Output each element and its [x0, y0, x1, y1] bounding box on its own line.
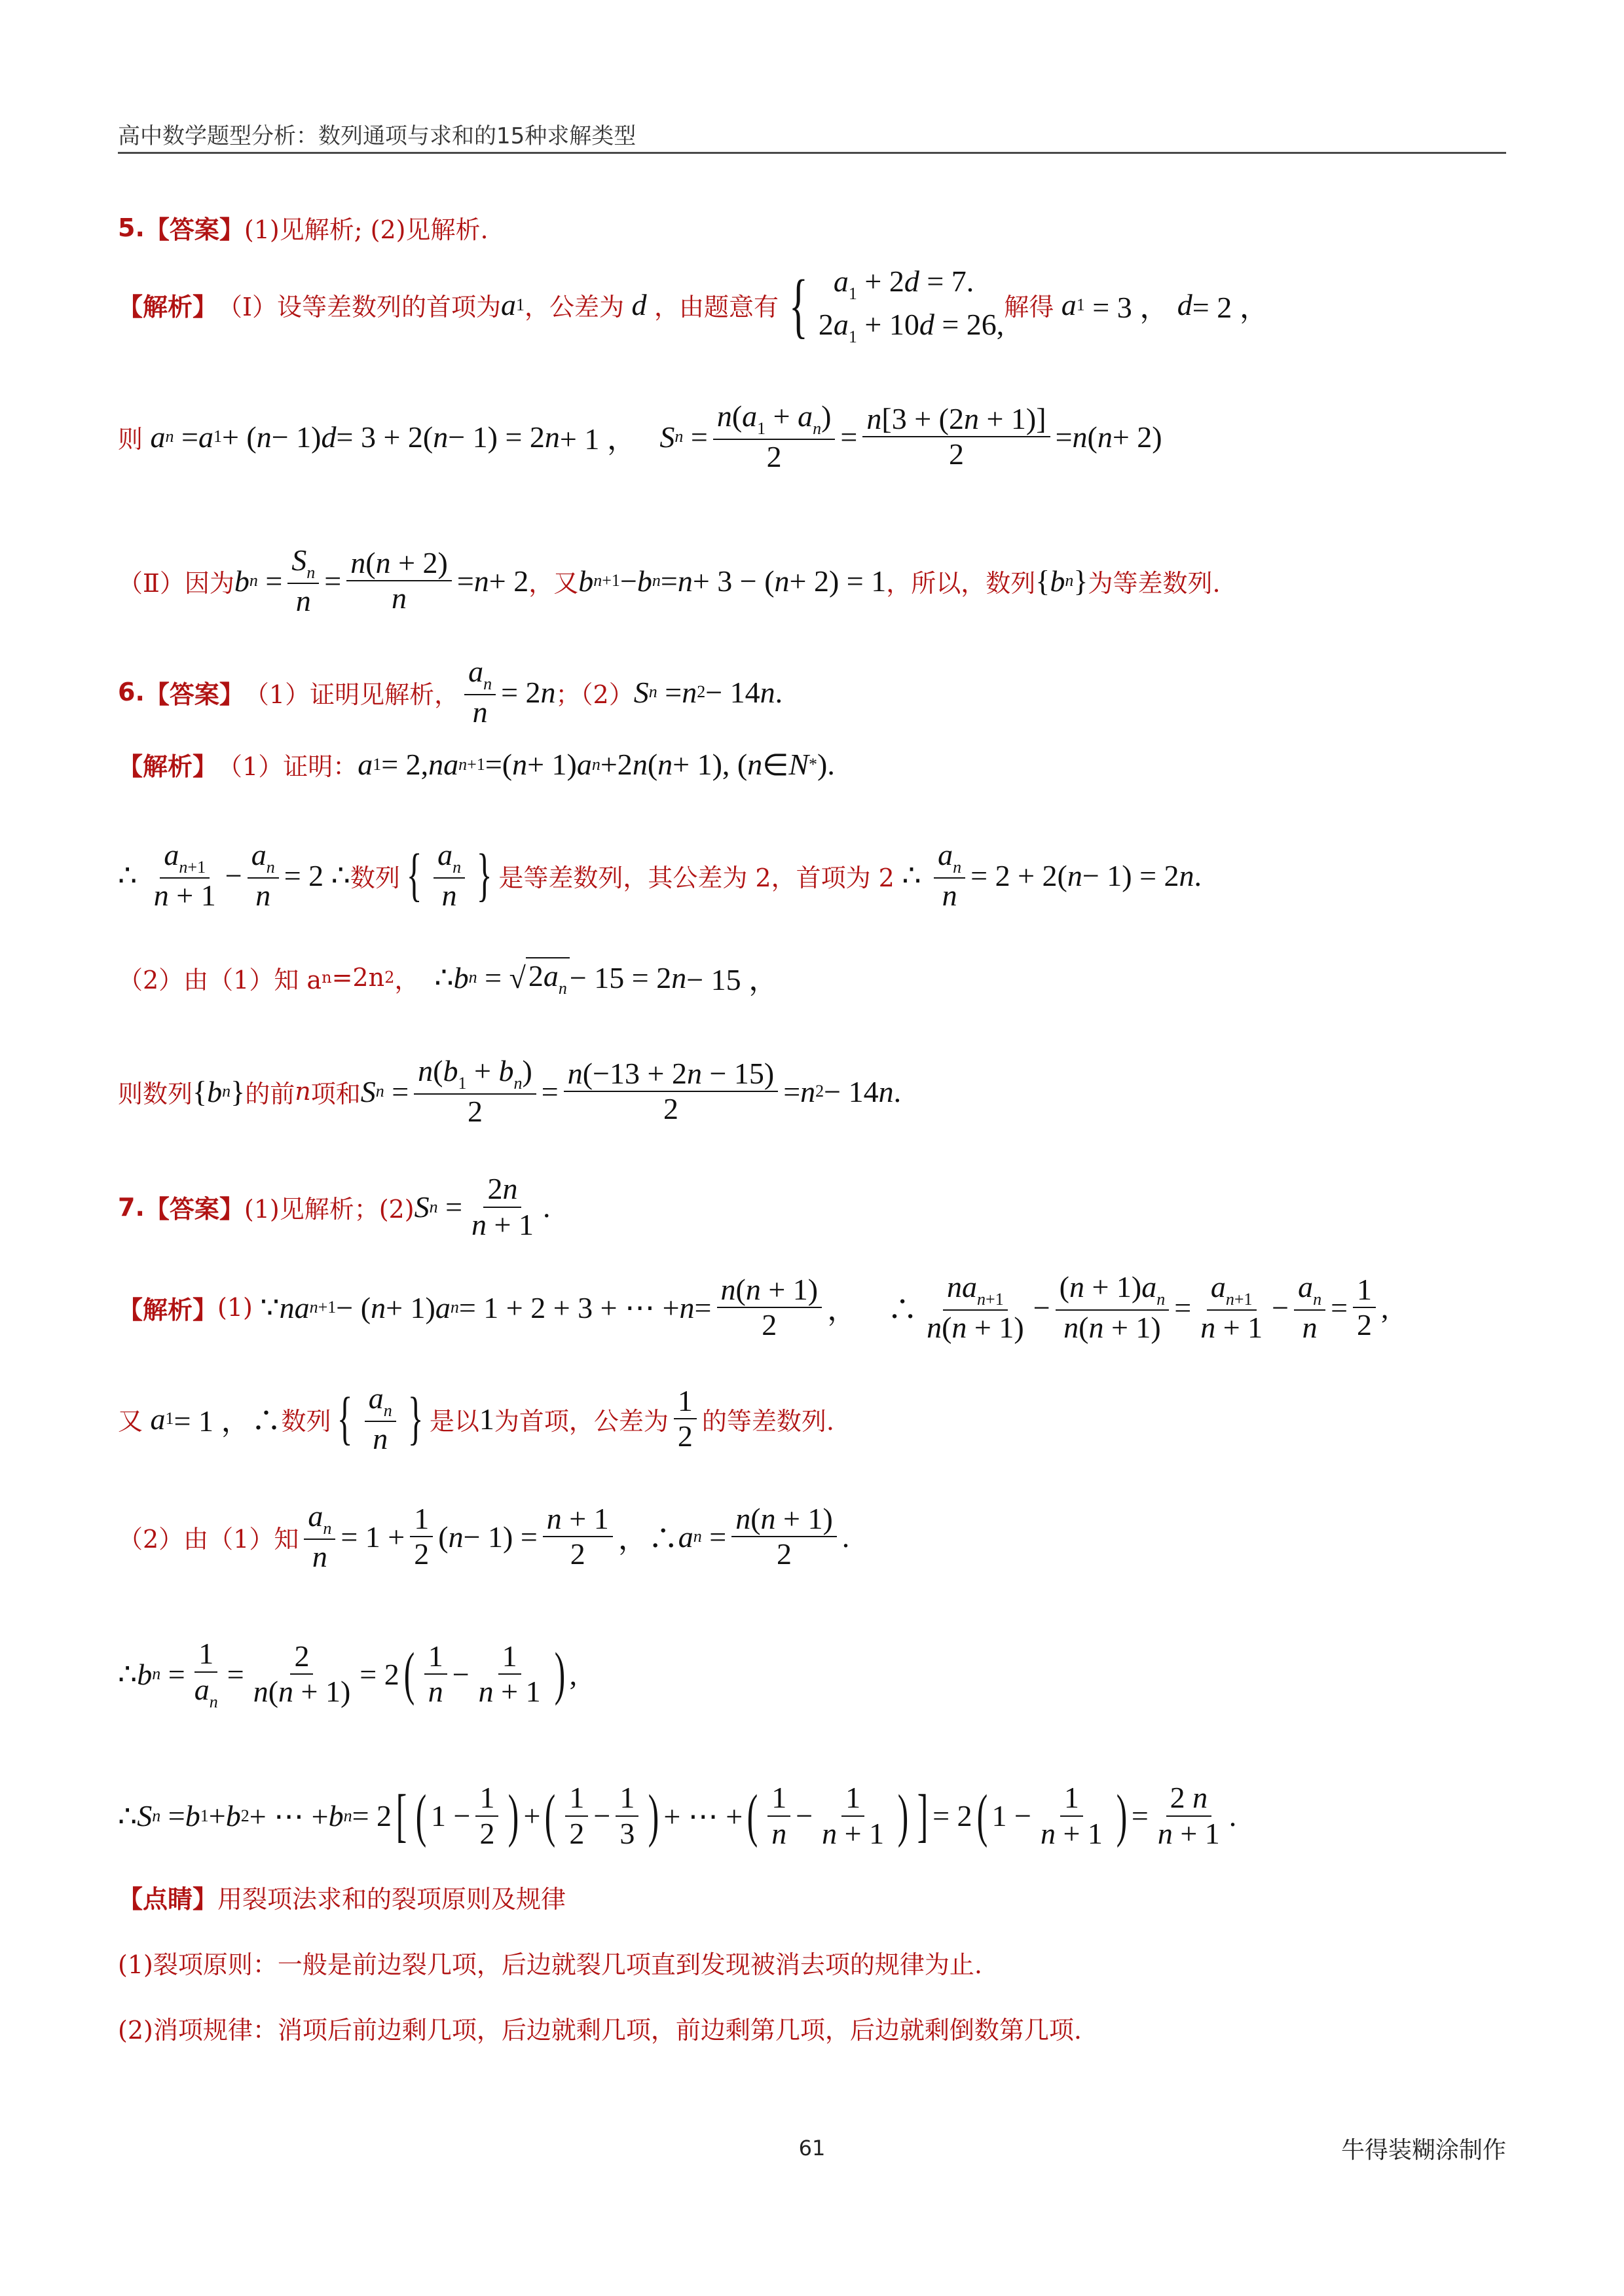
math-d: d [631, 288, 647, 322]
p6-line2-b: 是等差数列，其公差为 2，首项为 2 [498, 863, 895, 892]
p7-analysis-line3 [118, 1499, 1506, 1575]
p6-answer-line [118, 655, 1506, 730]
p6-line4-a: 则数列 [118, 1079, 193, 1108]
p5-part1-cond: ，由题意有 [654, 293, 779, 322]
p7-dianjing-tag: 【点睛】 [118, 1884, 218, 1914]
p6-jiexi-tag: 【解析】 [118, 752, 218, 781]
p6-line3-c: ， [394, 965, 420, 994]
math-sn-6: S n = n 2 − 14 n . [633, 675, 783, 709]
header-title: 高中数学题型分析：数列通项与求和的15种求解类型 [118, 123, 637, 149]
p5-part2-also: ，又 [528, 568, 579, 598]
p7-jiexi-tag: 【解析】 [118, 1294, 218, 1324]
p6-line4-d: 项和 [310, 1079, 361, 1108]
p7-analysis-line1 [118, 1270, 1506, 1345]
math-an-over-n-result: ∴ $\frac{a_n}{n}$ = 2 + 2( n − 1) = 2 n . [894, 838, 1202, 912]
math-solution: a 1 = 3 ， d = 2 ， [1061, 288, 1270, 324]
p6-number: 6. [118, 678, 145, 707]
p7-rule1-line [118, 1944, 1506, 1980]
math-an-7: $\frac{a_n}{n}$ = 1 + $\frac{1}{2}$ ( n − 1) = $\frac{n + 1}{2}$ ，∴ a n = $\frac{n(n + 1)}{2}$ . [299, 1499, 849, 1575]
p5-number: 5. [118, 213, 145, 242]
p6-line3-b: =2n [331, 963, 385, 992]
math-a1-7: a 1 = 1 ，∴ [150, 1402, 282, 1438]
p7-rule2-line [118, 2010, 1506, 2046]
p7-rule1: (1)裂项原则：一般是前边裂几项，后边就裂几项直到发现被消去项的规律为止. [118, 1950, 982, 1979]
p6-proof-label: （1）证明： [217, 752, 358, 781]
p7-analysis-line2 [118, 1381, 1506, 1457]
p5-answer-text: (1)见解析; (2)见解析. [244, 215, 489, 244]
p5-jiexi-tag: 【解析】 [118, 292, 218, 322]
p7-answer-line [118, 1172, 1506, 1243]
p6-answer-2: ；（2） [555, 680, 634, 709]
p6-line4-b: 的前 [245, 1079, 295, 1108]
math-seq-7: { $\frac{a_n}{n}$ } [337, 1381, 424, 1455]
p6-line3-a: （2）由（1）知 a [118, 965, 322, 994]
p7-line2-a: 又 [118, 1406, 143, 1436]
p5-part1-solve: 解得 [1004, 293, 1054, 322]
math-diff-6: ∴ $\frac{a_{n+1}}{n + 1}$ − $\frac{a_n}{n}$ = 2 ∴ [118, 838, 350, 912]
p6-answer-tag: 【答案】 [144, 679, 244, 709]
p5-part2-pre: （Ⅱ）因为 [118, 568, 234, 598]
footer-maker: 牛得装糊涂制作 [1340, 2137, 1506, 2164]
math-a1: a 1 [501, 288, 525, 322]
p7-number: 7. [118, 1192, 145, 1222]
p7-analysis-line5 [118, 1781, 1506, 1851]
p7-dianjing-line [118, 1879, 1506, 1915]
p7-part1: (1) [217, 1293, 253, 1322]
math-bn-seq: { b n } [1035, 564, 1088, 598]
page-header [118, 118, 1506, 154]
p5-analysis-line3 [118, 543, 1506, 619]
page-number: 61 [798, 2136, 826, 2160]
p5-part1-mid: ，公差为 [525, 293, 625, 322]
p7-answer-1: (1)见解析；(2) [244, 1195, 415, 1224]
math-one: 1 [479, 1402, 494, 1436]
p7-line2-c: 是以 [429, 1406, 479, 1436]
math-recurrence: a 1 = 2, na n+1 =( n + 1) a n +2 n ( n + 1), ( n ∈ N * ). [358, 748, 835, 782]
p7-line2-d: 为首项，公差为 [494, 1406, 669, 1436]
math-half: $\frac{1}{2}$ [669, 1384, 702, 1455]
math-bn-7: ∴ b n = $\frac{1}{a_n}$ = $\frac{2}{n(n + 1)}$ = 2 ( $\frac{1}{n}$ − $\frac{1}{n + 1}$ ) , [118, 1637, 578, 1711]
math-bn-diff: b n+1 − b n = n + 3 − ( n + 2) = 1 [578, 564, 887, 598]
p7-line3-a: （2）由（1）知 [118, 1524, 299, 1554]
math-bn-6: ∴ b n = √ $2a_n$ − 15 = 2 n − 15 ， [419, 956, 779, 999]
p5-part2-so: ，所以，数列 [886, 568, 1036, 598]
math-system: { $a_1 + 2d = 7$. $2a_1 + 10d = 26$, [788, 264, 1005, 346]
math-bn-seq-6: { b n } [193, 1074, 246, 1108]
math-seq-an-over-n: { $\frac{a_n}{n}$ } [406, 838, 492, 912]
p5-answer-line [118, 210, 1506, 246]
math-sn-telescoping: ∴ S n = b 1 + b 2 + ⋯ + b n = 2 [ ( 1 − $\frac{1}{2}$ ) + ( $\frac{1}{2}$ − $\frac{1}{3}$ ) + ⋯ + ( $\frac{1}{n}$ − $\frac{1}{n + 1}$ ) ] = 2 ( 1 − $\frac{1}{n + 1}$ ) = $\frac{2 n}{n + 1}$ . [118, 1781, 1237, 1850]
p7-answer-tag: 【答案】 [144, 1194, 244, 1224]
p5-analysis-line1 [118, 262, 1506, 348]
p5-part1-then: 则 [118, 424, 143, 454]
p6-line2-a: 数列 [350, 863, 400, 892]
math-sn-7: S n = $\frac{2n}{n + 1}$ . [414, 1172, 551, 1241]
p7-dianjing-title: 用裂项法求和的裂项原则及规律 [217, 1885, 566, 1914]
p6-line4-c: n [295, 1077, 311, 1106]
math-sn-sum-6: S n = $\frac{n(b_1 + b_n)}{2}$ = $\frac{n(-13 + 2n - 15)}{2}$ = n 2 − 14 n . [360, 1054, 902, 1128]
p6-analysis-line2 [118, 838, 1506, 913]
math-an-formula: a n = a 1 + ( n − 1) d = 3 + 2( n − 1) = 2 n + 1 ， S n = $\frac{n(a_1 + a_n)}{2}$ = $\frac{n[3 + (2n + 1)]}{2}$ = n ( n + 2) [150, 399, 1162, 473]
p6-analysis-line3: （2）由（1）知 a n =2n 2 ， ∴ b n = √ $2a_n$ − 15 = 2 n − 15 ， [118, 956, 1506, 999]
p7-line2-e: 的等差数列. [701, 1406, 835, 1436]
p6-analysis-line4 [118, 1054, 1506, 1129]
p5-part2-end: 为等差数列. [1088, 568, 1221, 598]
p5-analysis-line2 [118, 399, 1506, 475]
math-an-over-n: $\frac{a_n}{n}$ = 2 n [459, 655, 555, 730]
p5-part1-pre: （Ⅰ）设等差数列的首项为 [217, 293, 502, 322]
math-recurrence-7: ∵ na n+1 − ( n + 1) a n = 1 + 2 + 3 + ⋯ + n = $\frac{n(n + 1)}{2}$ ， ∴ $\frac{na_{n+1}}{n(n + 1)}$ − $\frac{(n + 1)a_n}{n(n + 1)}$ = $\frac{a_{n+1}}{n + 1}$ − $\frac{a_n}{n}$ = $\frac{1}{2}$ , [252, 1270, 1389, 1344]
p7-analysis-line4 [118, 1637, 1506, 1712]
p6-analysis-line1 [118, 746, 1506, 782]
p7-line2-b: 数列 [281, 1406, 331, 1436]
math-bn: b n = $\frac{S_n}{n}$ = $\frac{n(n + 2)}{n}$ = n + 2 [234, 543, 529, 617]
p6-answer-1: （1）证明见解析， [244, 680, 460, 709]
p5-answer-tag: 【答案】 [144, 215, 244, 244]
p7-rule2: (2)消项规律：消项后前边剩几项，后边就剩几项，前边剩第几项，后边就剩倒数第几项. [118, 2016, 1082, 2045]
